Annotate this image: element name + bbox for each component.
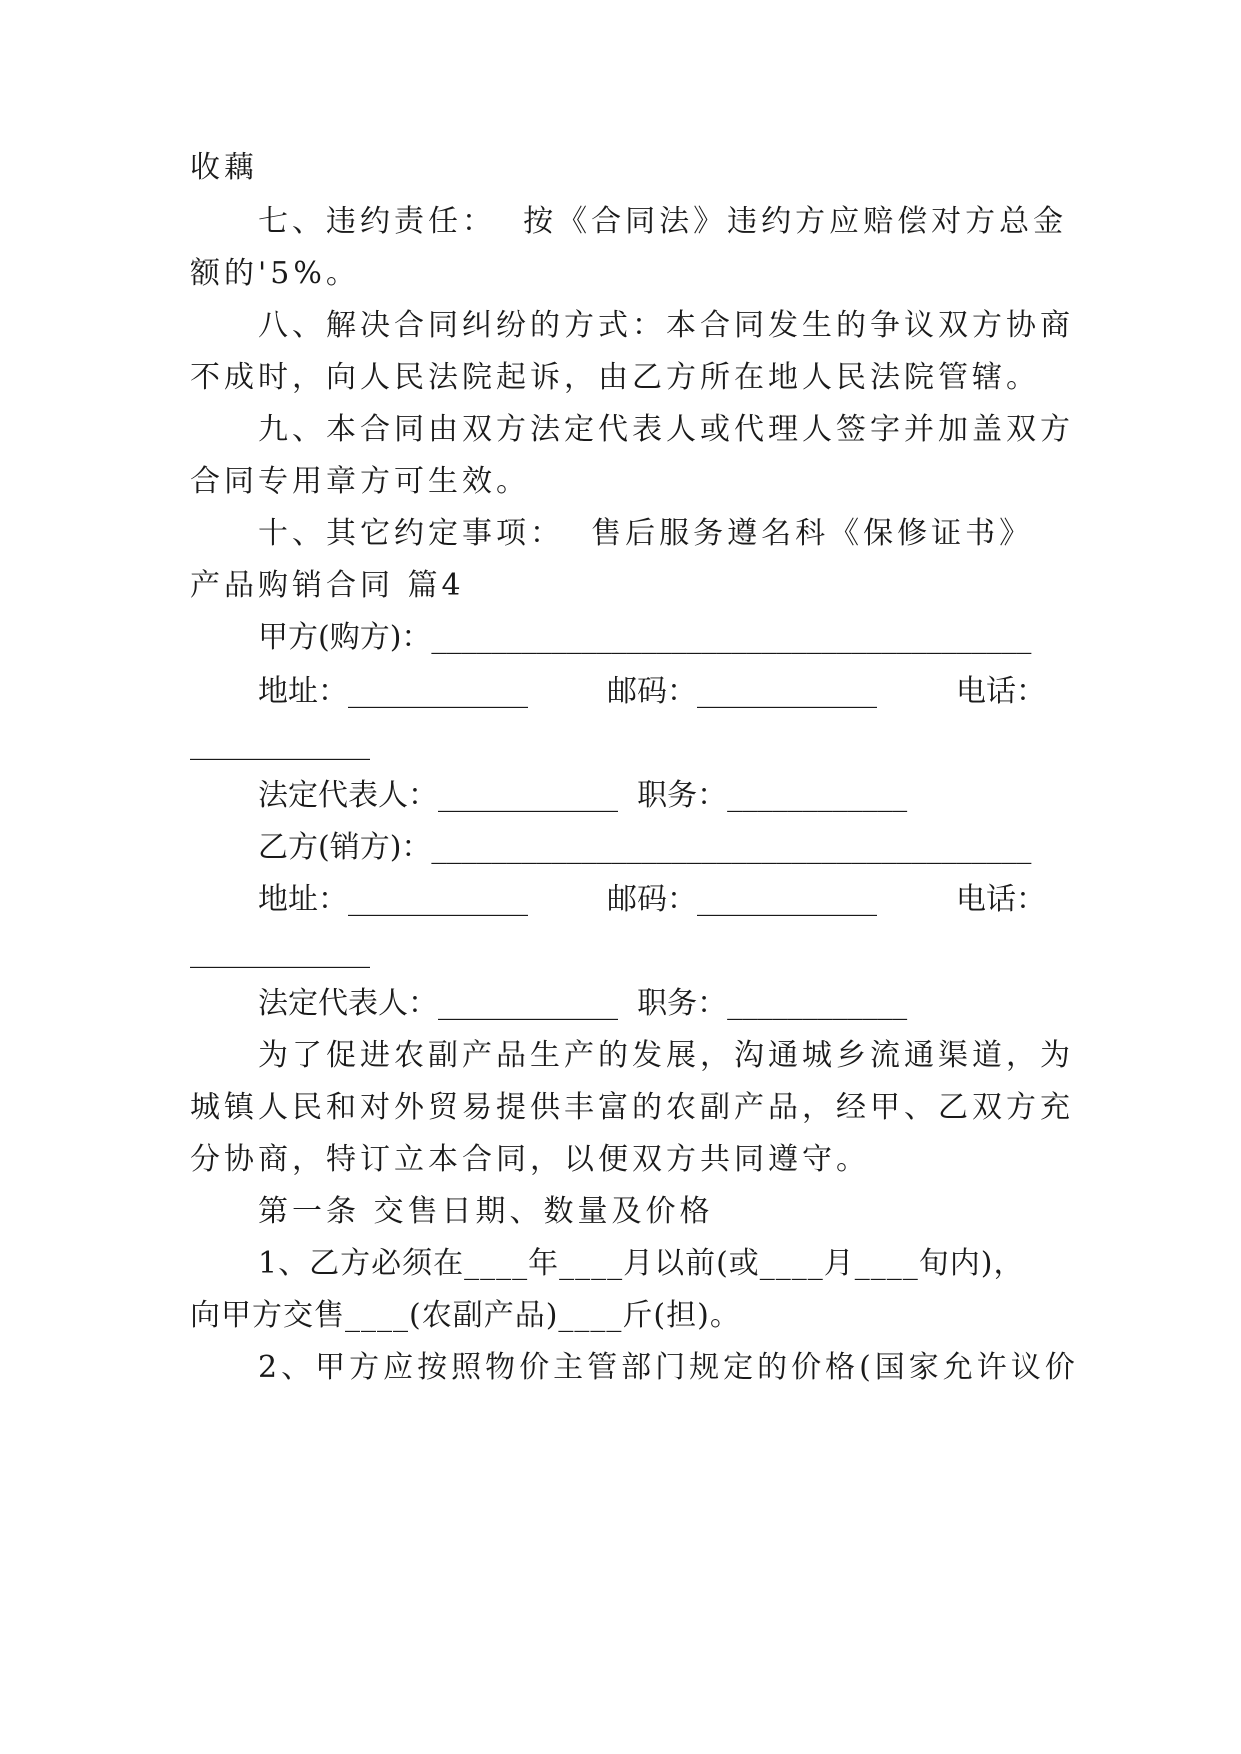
phone-blank: ____________	[190, 934, 370, 969]
text-line: 额的'5%。	[190, 256, 360, 291]
clause-7-breach-liability: 七、违约责任： 按《合同法》违约方应赔偿对方总金	[258, 204, 1068, 239]
text-line: 不成时，向人民法院起诉，由乙方所在地人民法院管辖。	[190, 360, 1040, 395]
text-line: 城镇人民和对外贸易提供丰富的农副产品，经甲、乙双方充	[190, 1090, 1074, 1125]
text-line: 收藕	[190, 150, 258, 185]
phone-label: 电话：	[956, 674, 1046, 709]
text-line: 向甲方交售____(农副产品)____斤(担)。	[190, 1298, 741, 1333]
party-a-contact-row	[258, 672, 1046, 712]
party-b-line: 乙方(销方)：________________________________________	[258, 830, 1032, 865]
clause-8-dispute-resolution: 八、解决合同纠纷的方式：本合同发生的争议双方协商	[258, 308, 1074, 343]
postcode-field: 邮码：____________	[607, 674, 877, 709]
article-1-item-1: 1、乙方必须在____年____月以前(或____月____旬内)，	[258, 1246, 1025, 1281]
party-b-representative-line: 法定代表人：____________ 职务：____________	[258, 986, 908, 1021]
phone-label: 电话：	[956, 882, 1046, 917]
text-line: 分协商，特订立本合同，以便双方共同遵守。	[190, 1142, 870, 1177]
address-field: 地址：____________	[258, 882, 528, 917]
clause-9-effectiveness: 九、本合同由双方法定代表人或代理人签字并加盖双方	[258, 412, 1074, 447]
clause-10-other-matters: 十、其它约定事项： 售后服务遵名科《保修证书》	[258, 516, 1034, 551]
party-b-contact-row	[258, 880, 1046, 920]
phone-blank: ____________	[190, 726, 370, 761]
article-1-item-2: 2、甲方应按照物价主管部门规定的价格(国家允许议价	[258, 1350, 1079, 1385]
preamble-paragraph: 为了促进农副产品生产的发展，沟通城乡流通渠道，为	[258, 1038, 1074, 1073]
postcode-field: 邮码：____________	[607, 882, 877, 917]
text-line: 合同专用章方可生效。	[190, 464, 530, 499]
article-1-heading: 第一条 交售日期、数量及价格	[258, 1194, 714, 1229]
address-field: 地址：____________	[258, 674, 528, 709]
party-a-line: 甲方(购方)：________________________________________	[258, 620, 1032, 655]
party-a-representative-line: 法定代表人：____________ 职务：____________	[258, 778, 908, 813]
section-heading: 产品购销合同 篇4	[190, 568, 465, 603]
